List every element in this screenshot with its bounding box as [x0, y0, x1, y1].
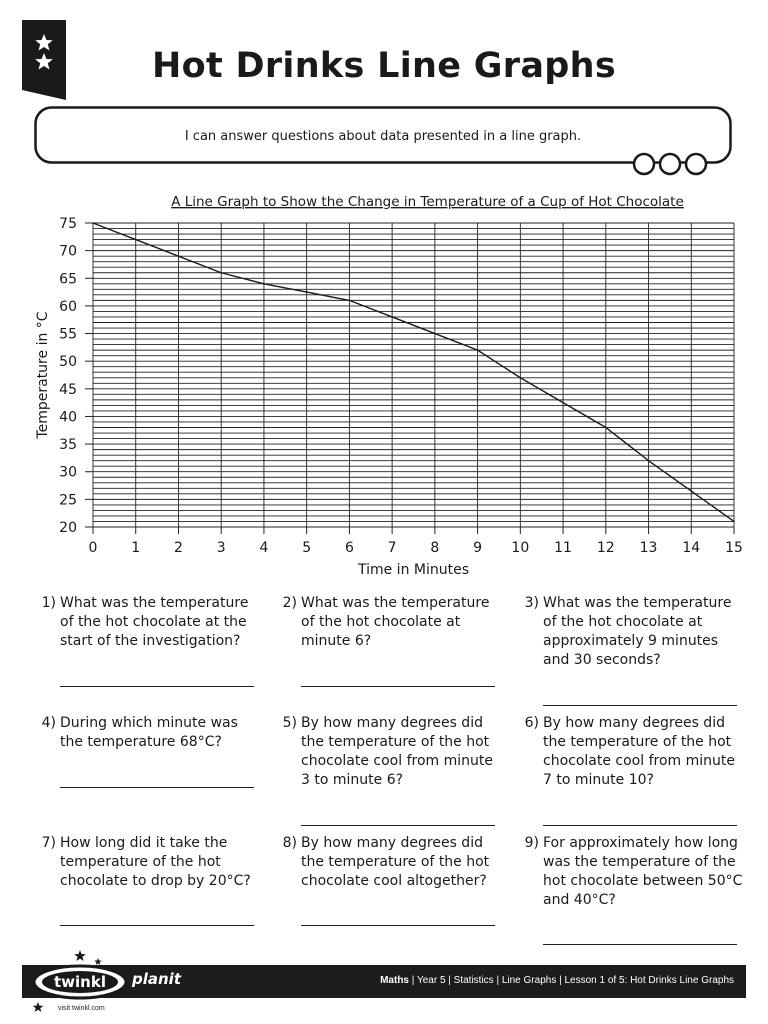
footer-subject: Maths	[380, 975, 409, 986]
footer-breadcrumb	[380, 975, 734, 986]
question-2	[282, 594, 501, 651]
data-point	[733, 521, 735, 523]
x-tick-label: 6	[344, 540, 354, 556]
question-text: How long did it take the temperature of the hot chocolate to drop by 20°C?	[60, 835, 251, 889]
y-tick-label: 60	[59, 298, 77, 315]
question-text: During which minute was the temperature 68°C?	[60, 715, 238, 750]
x-tick-label: 11	[554, 540, 572, 556]
y-tick-label: 55	[59, 326, 77, 343]
question-6	[524, 714, 743, 790]
footer-breadcrumb-text: | Year 5 | Statistics | Line Graphs | Lesson 1 of 5: Hot Drinks Line Graphs	[409, 975, 734, 986]
answer-line-1[interactable]	[60, 686, 254, 687]
answer-line-4[interactable]	[60, 787, 254, 788]
question-text: What was the temperature of the hot chocolate at the start of the investigation?	[60, 595, 249, 649]
question-number: 3)	[524, 595, 539, 611]
y-tick-label: 75	[59, 216, 77, 232]
question-number: 6)	[524, 715, 539, 731]
x-tick-label: 14	[682, 540, 701, 556]
y-axis-label: Temperature in °C	[35, 311, 51, 439]
x-tick-label: 9	[473, 540, 483, 556]
chart-title: A Line Graph to Show the Change in Temperature of a Cup of Hot Chocolate	[171, 194, 684, 210]
y-tick-label: 65	[59, 271, 77, 288]
answer-line-7[interactable]	[60, 925, 254, 926]
chain-link-icon	[634, 154, 706, 174]
planit-wordmark: planit	[132, 970, 181, 988]
x-tick-label: 3	[216, 540, 226, 556]
question-3	[524, 594, 743, 670]
data-point	[178, 255, 180, 257]
answer-line-2[interactable]	[301, 686, 495, 687]
question-number: 9)	[524, 835, 539, 851]
x-tick-label: 5	[302, 540, 312, 556]
y-tick-label: 40	[59, 409, 77, 426]
y-tick-label: 50	[59, 354, 77, 371]
question-8	[282, 834, 501, 891]
answer-line-5[interactable]	[301, 825, 495, 826]
y-tick-label: 30	[59, 464, 77, 481]
data-point	[306, 291, 308, 293]
question-number: 5)	[282, 715, 297, 731]
question-text: For approximately how long was the temperature of the hot chocolate between 50°C and 40°C?	[543, 835, 743, 908]
page-title: Hot Drinks Line Graphs	[152, 46, 616, 86]
x-tick-label: 12	[596, 540, 615, 556]
data-point	[605, 427, 607, 429]
data-point	[690, 490, 692, 492]
x-tick-label: 2	[174, 540, 183, 556]
question-text: What was the temperature of the hot chocolate at approximately 9 minutes and 30 seconds?	[543, 595, 732, 668]
data-point	[477, 349, 479, 351]
question-number: 2)	[282, 595, 297, 611]
answer-line-6[interactable]	[543, 825, 737, 826]
line-chart	[0, 185, 768, 585]
y-tick-label: 20	[59, 520, 77, 536]
x-tick-label: 15	[725, 540, 743, 556]
answer-line-3[interactable]	[543, 705, 737, 706]
x-tick-label: 8	[430, 540, 440, 556]
question-text: By how many degrees did the temperature of the hot chocolate cool from minute 3 to minute 6?	[301, 715, 493, 788]
answer-line-8[interactable]	[301, 925, 495, 926]
question-9	[524, 834, 743, 910]
y-tick-label: 25	[59, 492, 77, 509]
answer-line-9[interactable]	[543, 944, 737, 945]
question-4	[41, 714, 260, 752]
question-number: 8)	[282, 835, 297, 851]
question-text: By how many degrees did the temperature of the hot chocolate cool altogether?	[301, 835, 490, 889]
data-point	[648, 460, 650, 462]
data-point	[349, 300, 351, 302]
data-point	[391, 316, 393, 318]
x-tick-label: 10	[511, 540, 530, 556]
data-point	[135, 239, 137, 241]
visit-link: visit twinkl.com	[58, 1005, 105, 1012]
data-point	[263, 283, 265, 285]
x-tick-label: 1	[131, 540, 141, 556]
x-tick-label: 4	[259, 540, 269, 556]
data-point	[434, 333, 436, 335]
question-number: 7)	[41, 835, 56, 851]
question-5	[282, 714, 501, 790]
data-point	[220, 272, 222, 274]
data-point	[562, 402, 564, 404]
question-text: What was the temperature of the hot chocolate at minute 6?	[301, 595, 490, 649]
data-point	[92, 222, 94, 224]
y-tick-label: 45	[59, 381, 77, 398]
x-axis-label: Time in Minutes	[357, 562, 470, 578]
x-tick-label: 0	[88, 540, 98, 556]
question-1	[41, 594, 260, 651]
question-number: 4)	[41, 715, 56, 731]
question-7	[41, 834, 260, 891]
question-number: 1)	[41, 595, 56, 611]
learning-objective: I can answer questions about data presented in a line graph.	[184, 129, 582, 144]
twinkl-wordmark: twinkl	[54, 973, 106, 991]
x-tick-label: 7	[387, 540, 397, 556]
y-tick-label: 70	[59, 243, 77, 260]
x-tick-label: 13	[639, 540, 658, 556]
data-point	[520, 377, 522, 379]
question-text: By how many degrees did the temperature of the hot chocolate cool from minute 7 to minute 10?	[543, 715, 735, 788]
y-tick-label: 35	[59, 437, 77, 454]
